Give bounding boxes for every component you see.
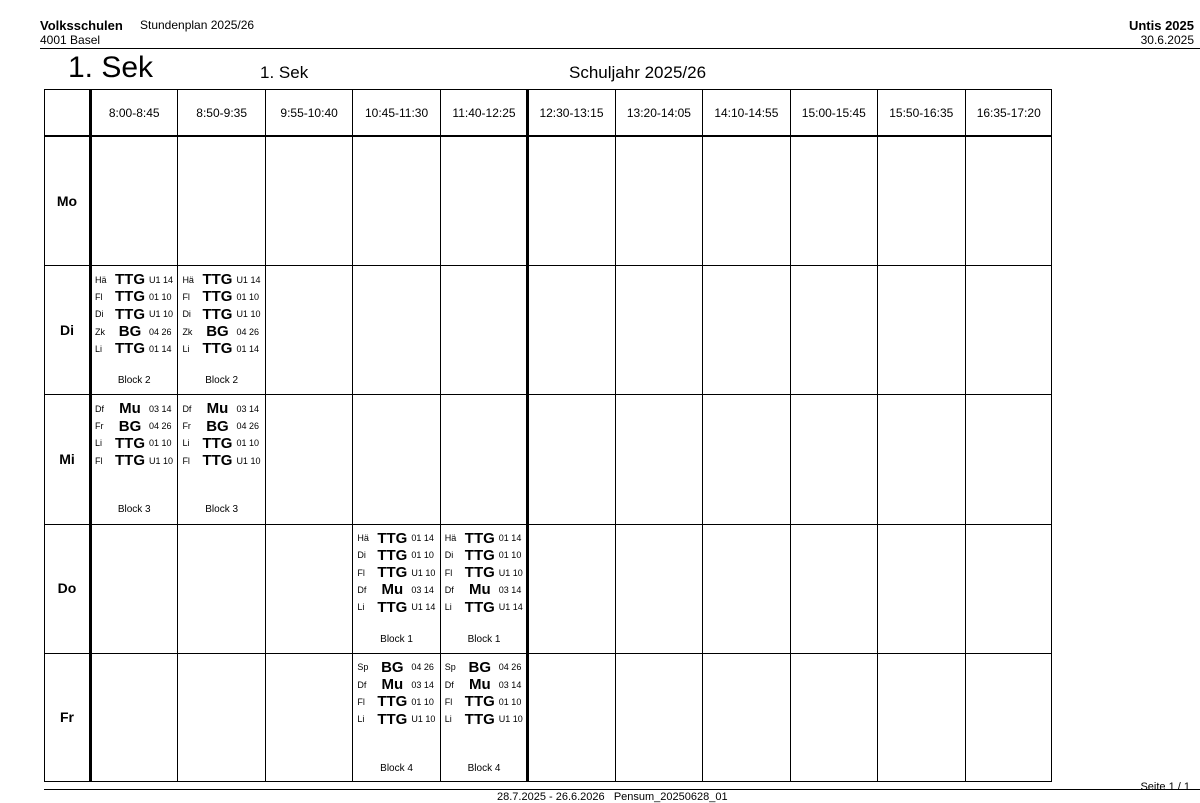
room-number: 03 14 (498, 584, 522, 595)
subject-code: TTG (464, 546, 495, 564)
timetable-cell (790, 265, 877, 394)
timetable-cell (440, 653, 527, 782)
timetable-cell (265, 394, 352, 523)
subject-code: BG (118, 417, 142, 435)
timetable-cell (440, 136, 527, 265)
teacher-abbr: Li (444, 714, 452, 725)
teacher-abbr: Zk (182, 326, 193, 337)
timetable-cell (965, 524, 1052, 653)
subject-code: Mu (206, 400, 229, 418)
lesson-entry (355, 599, 437, 616)
room-number: 01 10 (149, 438, 172, 449)
teacher-abbr: Li (95, 343, 103, 354)
timetable-cell (965, 394, 1052, 523)
room-number: 03 14 (149, 403, 172, 414)
timetable-cell (90, 653, 177, 782)
subject-code: TTG (377, 564, 408, 582)
lesson-entry (180, 418, 262, 435)
timetable-cell (790, 136, 877, 265)
teacher-abbr: Df (444, 679, 454, 690)
lesson-entry (93, 288, 175, 305)
block-label: Block 1 (380, 633, 413, 645)
timetable-cell (352, 136, 439, 265)
day-row (44, 136, 1052, 265)
subject-code: TTG (464, 529, 495, 547)
timetable-cell (877, 653, 964, 782)
print-date: 30.6.2025 (1140, 33, 1194, 47)
teacher-abbr: Fl (95, 455, 103, 466)
timetable-cell (527, 653, 614, 782)
room-number: U1 14 (411, 602, 436, 613)
subject-code: Mu (119, 400, 141, 418)
pensum-id: Pensum_20250628_01 (613, 791, 728, 803)
timetable-cell (615, 265, 702, 394)
room-number: 03 14 (498, 679, 522, 690)
timetable-cell (877, 136, 964, 265)
day-label: Fr (60, 709, 74, 726)
teacher-abbr: Fr (182, 421, 191, 432)
teacher-abbr: Sp (357, 662, 369, 673)
lesson-entry (443, 659, 525, 676)
block-label: Block 1 (467, 633, 501, 645)
subject-code: TTG (115, 452, 145, 470)
lesson-entry (180, 306, 262, 323)
block-label: Block 3 (205, 504, 239, 516)
timetable-cell (615, 136, 702, 265)
lesson-entry (443, 530, 525, 547)
teacher-abbr: Di (182, 309, 191, 320)
subject-code: TTG (464, 710, 495, 728)
timetable-cell (615, 524, 702, 653)
room-number: 01 14 (498, 533, 522, 544)
lesson-entry (355, 547, 437, 564)
corner-cell (44, 89, 90, 136)
room-number: 01 10 (498, 696, 522, 707)
teacher-abbr: Df (444, 584, 454, 595)
subject-code: TTG (202, 271, 233, 289)
lesson-entry (93, 306, 175, 323)
subject-code: TTG (464, 598, 495, 616)
period-header: 15:00-15:45 (790, 89, 877, 136)
period-header: 9:55-10:40 (265, 89, 352, 136)
room-number: 04 26 (236, 326, 259, 337)
class-title: 1. Sek (68, 51, 154, 84)
lesson-entry (443, 711, 525, 728)
room-number: U1 14 (498, 602, 523, 613)
period-header: 12:30-13:15 (527, 89, 614, 136)
teacher-abbr: Df (95, 403, 104, 414)
lesson-entry (93, 340, 175, 357)
app-info (1129, 18, 1194, 48)
timetable-cell (527, 136, 614, 265)
lesson-entry (180, 288, 262, 305)
room-number: 01 14 (149, 343, 172, 354)
timetable-cell (440, 394, 527, 523)
subject-code: TTG (202, 452, 233, 470)
page-number: Seite 1 / 1 (1140, 781, 1190, 793)
subject-code: TTG (115, 340, 145, 358)
school-info (40, 18, 123, 48)
school-address: 4001 Basel (40, 33, 101, 47)
subject-code: BG (468, 658, 492, 676)
subject-code: TTG (377, 710, 408, 728)
timetable-cell (265, 653, 352, 782)
room-number: 01 10 (498, 550, 522, 561)
subject-code: BG (206, 417, 229, 435)
timetable-cell (527, 394, 614, 523)
teacher-abbr: Hä (95, 274, 107, 285)
lesson-entry (355, 530, 437, 547)
lesson-entry (93, 400, 175, 417)
timetable-cell (965, 653, 1052, 782)
period-header: 10:45-11:30 (352, 89, 439, 136)
room-number: U1 10 (498, 567, 523, 578)
room-number: 01 10 (236, 291, 259, 302)
app-name: Untis 2025 (1128, 18, 1194, 33)
teacher-abbr: Fl (182, 455, 190, 466)
block-label: Block 4 (467, 762, 501, 774)
room-number: 04 26 (149, 421, 172, 432)
subject-code: TTG (202, 288, 233, 306)
subject-code: TTG (377, 598, 408, 616)
footer-info (497, 791, 728, 803)
block-label: Block 3 (117, 504, 151, 516)
room-number: 01 14 (411, 533, 434, 544)
timetable-cell (702, 394, 789, 523)
teacher-abbr: Df (357, 584, 367, 595)
subject-code: TTG (202, 305, 233, 323)
subject-code: TTG (202, 340, 233, 358)
subject-code: TTG (115, 271, 145, 289)
teacher-abbr: Fl (182, 291, 190, 302)
teacher-abbr: Li (444, 602, 452, 613)
subject-code: TTG (377, 529, 408, 547)
timetable-cell (352, 524, 439, 653)
document-title: Stundenplan 2025/26 (140, 18, 255, 32)
lesson-entry (93, 323, 175, 340)
room-number: 01 10 (411, 696, 434, 707)
timetable-cell (877, 394, 964, 523)
timetable-cell (90, 265, 177, 394)
timetable-cell (527, 265, 614, 394)
day-label: Di (60, 321, 74, 338)
timetable-cell (352, 394, 439, 523)
teacher-abbr: Li (357, 714, 365, 725)
timetable-cell (177, 136, 264, 265)
room-number: U1 10 (149, 309, 174, 320)
lesson-entry (355, 676, 437, 693)
timetable-cell (965, 265, 1052, 394)
header-divider (40, 48, 1200, 49)
timetable-cell (702, 136, 789, 265)
teacher-abbr: Fr (95, 421, 104, 432)
subject-code: TTG (202, 434, 233, 452)
timetable-grid (44, 89, 1052, 782)
day-label: Mi (59, 450, 75, 467)
day-row (44, 394, 1052, 523)
subject-code: BG (206, 323, 229, 341)
lesson-entry (355, 711, 437, 728)
lesson-entry (443, 581, 525, 598)
room-number: 03 14 (236, 403, 259, 414)
teacher-abbr: Zk (95, 326, 105, 337)
period-header: 15:50-16:35 (877, 89, 964, 136)
room-number: 04 26 (149, 326, 172, 337)
header-row-divider (44, 135, 1052, 137)
timetable-cell (615, 653, 702, 782)
period-header: 8:00-8:45 (90, 89, 177, 136)
subject-code: BG (381, 658, 404, 676)
lesson-entry (180, 452, 262, 469)
timetable-cell (790, 394, 877, 523)
teacher-abbr: Li (182, 438, 190, 449)
timetable-cell (265, 265, 352, 394)
block-label: Block 2 (205, 375, 239, 387)
room-number: 03 14 (411, 584, 434, 595)
teacher-abbr: Di (95, 309, 104, 320)
day-row (44, 653, 1052, 782)
room-number: 04 26 (498, 662, 522, 673)
timetable-cell (90, 136, 177, 265)
row-divider (44, 394, 1052, 395)
timetable-cell (615, 394, 702, 523)
block-label: Block 2 (117, 375, 151, 387)
day-row (44, 265, 1052, 394)
teacher-abbr: Fl (95, 291, 103, 302)
subject-code: TTG (377, 693, 408, 711)
timetable-cell (790, 524, 877, 653)
timetable-cell (177, 653, 264, 782)
midday-divider (526, 89, 529, 782)
lesson-entry (443, 693, 525, 710)
room-number: 01 10 (236, 438, 259, 449)
day-column-divider (89, 89, 92, 782)
teacher-abbr: Fl (444, 567, 453, 578)
subject-code: TTG (115, 434, 145, 452)
period-header: 16:35-17:20 (965, 89, 1052, 136)
day-label: Do (57, 580, 77, 597)
timetable-cell (177, 265, 264, 394)
subject-code: TTG (377, 546, 408, 564)
room-number: U1 10 (498, 714, 523, 725)
timetable-cell (877, 524, 964, 653)
school-name: Volksschulen (40, 18, 123, 33)
teacher-abbr: Li (182, 343, 190, 354)
teacher-abbr: Li (357, 602, 365, 613)
room-number: 04 26 (236, 421, 259, 432)
room-number: U1 10 (411, 567, 436, 578)
period-header: 13:20-14:05 (615, 89, 702, 136)
timetable-cell (702, 653, 789, 782)
room-number: U1 10 (236, 455, 261, 466)
timetable-cell (265, 524, 352, 653)
period-header-row (44, 89, 1052, 136)
timetable-cell (90, 524, 177, 653)
lesson-entry (443, 564, 525, 581)
lesson-entry (355, 564, 437, 581)
room-number: 03 14 (411, 679, 434, 690)
teacher-abbr: Di (357, 550, 366, 561)
lesson-entry (443, 676, 525, 693)
footer-divider (44, 789, 1200, 790)
subject-code: Mu (468, 676, 491, 694)
teacher-abbr: Fl (357, 696, 365, 707)
subject-code: TTG (464, 693, 495, 711)
row-divider (44, 265, 1052, 266)
timetable-cell (177, 524, 264, 653)
timetable-cell (440, 265, 527, 394)
period-header: 14:10-14:55 (702, 89, 789, 136)
day-label: Mo (56, 192, 78, 209)
timetable-cell (177, 394, 264, 523)
room-number: 04 26 (411, 662, 434, 673)
lesson-entry (180, 323, 262, 340)
class-subtitle: 1. Sek (260, 63, 309, 82)
lesson-entry (355, 659, 437, 676)
room-number: U1 10 (149, 455, 174, 466)
subject-code: Mu (381, 676, 404, 694)
subject-code: TTG (115, 305, 145, 323)
room-number: 01 10 (149, 291, 172, 302)
lesson-entry (355, 693, 437, 710)
row-divider (44, 653, 1052, 654)
teacher-abbr: Di (444, 550, 454, 561)
row-divider (44, 524, 1052, 525)
lesson-entry (355, 581, 437, 598)
room-number: U1 10 (236, 309, 261, 320)
lesson-entry (180, 435, 262, 452)
lesson-entry (443, 547, 525, 564)
lesson-entry (180, 340, 262, 357)
school-year: Schuljahr 2025/26 (569, 63, 707, 82)
room-number: 01 14 (236, 343, 259, 354)
timetable-cell (965, 136, 1052, 265)
room-number: 01 10 (411, 550, 434, 561)
teacher-abbr: Li (95, 438, 103, 449)
room-number: U1 10 (411, 714, 436, 725)
timetable-cell (877, 265, 964, 394)
timetable-cell (352, 265, 439, 394)
teacher-abbr: Hä (182, 274, 194, 285)
room-number: U1 14 (236, 274, 261, 285)
lesson-entry (180, 400, 262, 417)
subject-code: TTG (464, 564, 495, 582)
block-label: Block 4 (380, 762, 413, 774)
teacher-abbr: Fl (357, 567, 365, 578)
teacher-abbr: Hä (444, 533, 457, 544)
teacher-abbr: Fl (444, 696, 453, 707)
lesson-entry (93, 452, 175, 469)
subject-code: Mu (381, 581, 404, 599)
timetable-cell (352, 653, 439, 782)
teacher-abbr: Hä (357, 533, 369, 544)
timetable-cell (440, 524, 527, 653)
subject-code: TTG (115, 288, 145, 306)
lesson-entry (443, 599, 525, 616)
teacher-abbr: Sp (444, 662, 456, 673)
lesson-entry (93, 435, 175, 452)
lesson-entry (93, 271, 175, 288)
lesson-entry (93, 418, 175, 435)
subject-code: Mu (468, 581, 491, 599)
timetable-cell (790, 653, 877, 782)
period-header: 8:50-9:35 (177, 89, 264, 136)
room-number: U1 14 (149, 274, 174, 285)
teacher-abbr: Df (182, 403, 192, 414)
timetable-cell (702, 524, 789, 653)
subject-code: BG (118, 323, 142, 341)
timetable-cell (527, 524, 614, 653)
day-row (44, 524, 1052, 653)
timetable-cell (265, 136, 352, 265)
timetable-cell (90, 394, 177, 523)
teacher-abbr: Df (357, 679, 367, 690)
period-header: 11:40-12:25 (440, 89, 527, 136)
lesson-entry (180, 271, 262, 288)
timetable-cell (702, 265, 789, 394)
validity-range: 28.7.2025 - 26.6.2026 (497, 791, 605, 803)
